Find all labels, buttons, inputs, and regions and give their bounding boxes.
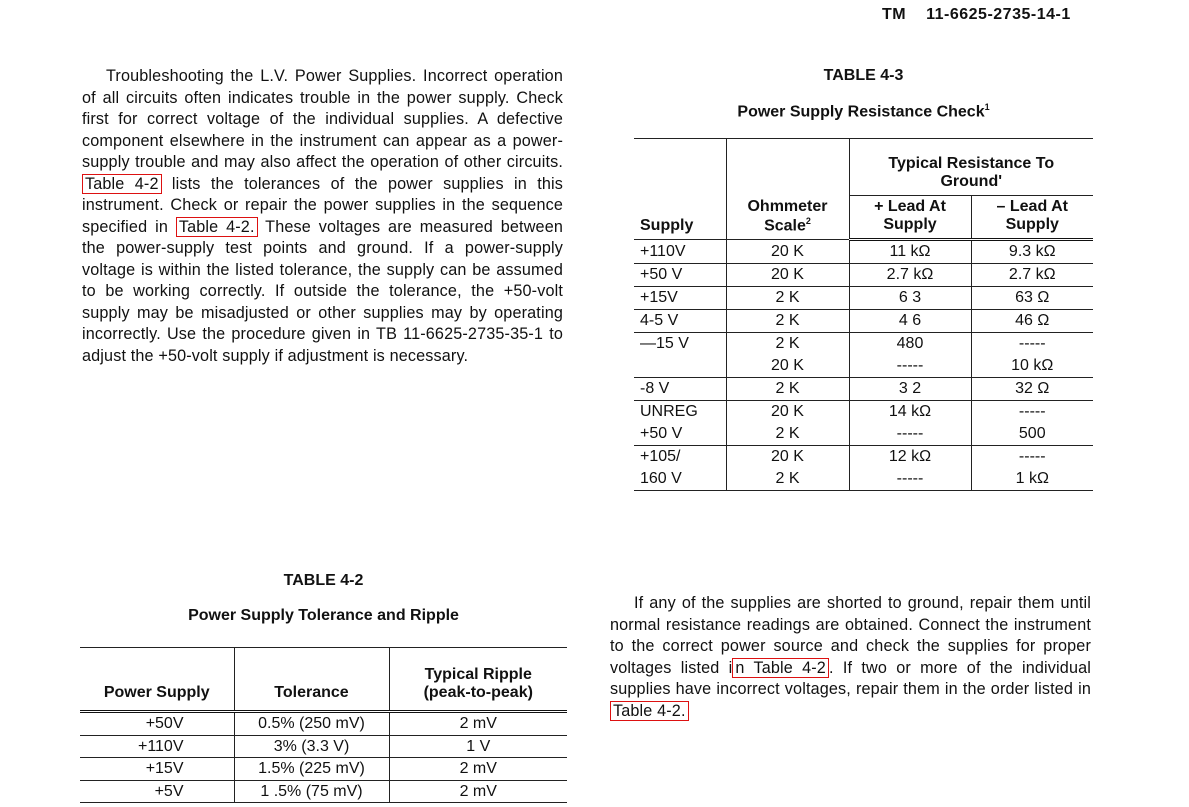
- scale-header-text: Ohmmeter Scale: [747, 197, 828, 234]
- minus-lead-cell: 32 Ω: [971, 378, 1093, 401]
- scale-cell: 2 K: [726, 287, 849, 310]
- supply-cell: UNREG: [634, 401, 726, 424]
- table-4-3-title: [634, 102, 1093, 121]
- table-4-2-link[interactable]: Table 4-2.: [610, 701, 689, 721]
- minus-lead-cell: 10 kΩ: [971, 355, 1093, 378]
- col-header-supply: Supply: [634, 139, 726, 240]
- table-row: [634, 310, 1093, 333]
- minus-lead-cell: 1 kΩ: [971, 468, 1093, 491]
- scale-cell: 2 K: [726, 378, 849, 401]
- table-4-3-footnote: 1: [984, 102, 990, 112]
- supply-cell: [634, 355, 726, 378]
- table-row: [80, 735, 567, 758]
- table-row: [634, 333, 1093, 356]
- plus-lead-cell: 2.7 kΩ: [849, 264, 971, 287]
- ripple-cell: 2 mV: [389, 780, 567, 803]
- col-header-scale: [726, 139, 849, 240]
- scale-cell: 20 K: [726, 240, 849, 264]
- supply-cell: 160 V: [634, 468, 726, 491]
- minus-lead-cell: -----: [971, 446, 1093, 469]
- col-header-power-supply: Power Supply: [80, 648, 234, 712]
- minus-lead-cell: 500: [971, 423, 1093, 446]
- table-4-2-label: TABLE 4-2: [283, 572, 364, 589]
- shorted-supplies-paragraph: [610, 593, 1091, 722]
- para2-intro: If any of the supplies are shorted to ground, repair them until normal resistance readings are obtained. Connect the instrument to the correct power source and check the supplies for proper voltages listed i: [610, 594, 1091, 677]
- supply-cell: +15V: [80, 758, 234, 781]
- table-row: [634, 264, 1093, 287]
- plus-lead-cell: 480: [849, 333, 971, 356]
- supply-cell: 4-5 V: [634, 310, 726, 333]
- table-row: [634, 446, 1093, 469]
- supply-cell: +110V: [80, 735, 234, 758]
- tol-cell: 1 .5% (75 mV): [234, 780, 389, 803]
- troubleshooting-paragraph: [82, 66, 563, 367]
- scale-cell: 2 K: [726, 310, 849, 333]
- table-row: [80, 780, 567, 803]
- doc-number: 11-6625-2735-14-1: [926, 6, 1071, 23]
- minus-lead-cell: 63 Ω: [971, 287, 1093, 310]
- table-row: [634, 378, 1093, 401]
- table-row: [634, 468, 1093, 491]
- supply-cell: -8 V: [634, 378, 726, 401]
- table-4-2: [80, 647, 567, 803]
- table-4-3-label: TABLE 4-3: [823, 67, 904, 84]
- table-row: [80, 758, 567, 781]
- plus-lead-cell: -----: [849, 468, 971, 491]
- table-4-2-link[interactable]: n Table 4-2: [732, 658, 829, 678]
- supply-cell: +50V: [80, 712, 234, 736]
- minus-lead-cell: 9.3 kΩ: [971, 240, 1093, 264]
- plus-lead-cell: 6 3: [849, 287, 971, 310]
- para1-intro: Troubleshooting the L.V. Power Supplies. Incorrect operation of all circuits often indicates trouble in the power supply. Check first for correct voltage of the individual supplies. A defective component elsewhere in the instrument can appear as a power-supply trouble and may also affect the operation of other circuits.: [82, 67, 563, 171]
- supply-cell: +50 V: [634, 264, 726, 287]
- supply-cell: —15 V: [634, 333, 726, 356]
- table-4-2-title: Power Supply Tolerance and Ripple: [188, 607, 459, 624]
- plus-lead-cell: 11 kΩ: [849, 240, 971, 264]
- col-header-plus: + Lead At Supply: [849, 196, 971, 240]
- table-row: [634, 355, 1093, 378]
- supply-cell: +105/: [634, 446, 726, 469]
- plus-lead-cell: 12 kΩ: [849, 446, 971, 469]
- tm-label: TM: [882, 6, 907, 23]
- scale-cell: 2 K: [726, 423, 849, 446]
- col-header-typical: Typical Resistance To Ground': [849, 139, 1093, 196]
- scale-cell: 20 K: [726, 355, 849, 378]
- table-row: [634, 401, 1093, 424]
- minus-lead-cell: 46 Ω: [971, 310, 1093, 333]
- plus-lead-cell: 3 2: [849, 378, 971, 401]
- table-row: [634, 287, 1093, 310]
- scale-cell: 2 K: [726, 333, 849, 356]
- minus-lead-cell: 2.7 kΩ: [971, 264, 1093, 287]
- doc-header: [882, 6, 1071, 24]
- para1-rest: These voltages are measured between the power-supply test points and ground. If a power-supply voltage is within the listed tolerance, the supply can be assumed to be working correctly. If outside the tolerance, the +50-volt supply may be misadjusted or other supplies may by operating incorrectly. Use the procedure given in TB 11-6625-2735-35-1 to adjust the +50-volt supply if adjustment is necessary.: [82, 217, 563, 365]
- scale-footnote: 2: [805, 215, 811, 226]
- table-4-3-title-text: Power Supply Resistance Check: [737, 103, 985, 121]
- para1-mid: lists the tolerances of the power supplies in this instrument. Check or repair the power supplies in the sequence specified in: [82, 174, 563, 236]
- table-4-2-link[interactable]: Table 4-2: [82, 174, 162, 194]
- ripple-cell: 2 mV: [389, 712, 567, 736]
- supply-cell: +110V: [634, 240, 726, 264]
- plus-lead-cell: -----: [849, 423, 971, 446]
- para2-mid: . If two or more of the individual supplies have incorrect voltages, repair them in the order listed in: [610, 658, 1091, 698]
- plus-lead-cell: -----: [849, 355, 971, 378]
- minus-lead-cell: -----: [971, 401, 1093, 424]
- table-4-2-link[interactable]: Table 4-2.: [176, 217, 258, 237]
- scale-cell: 20 K: [726, 446, 849, 469]
- table-row: [80, 712, 567, 736]
- ripple-cell: 1 V: [389, 735, 567, 758]
- col-header-tolerance: Tolerance: [234, 648, 389, 712]
- col-header-ripple: Typical Ripple (peak-to-peak): [389, 648, 567, 712]
- supply-cell: +15V: [634, 287, 726, 310]
- tol-cell: 0.5% (250 mV): [234, 712, 389, 736]
- plus-lead-cell: 14 kΩ: [849, 401, 971, 424]
- table-4-3: [634, 138, 1093, 491]
- supply-cell: +50 V: [640, 425, 683, 442]
- table-row: [634, 423, 1093, 446]
- scale-cell: 20 K: [726, 264, 849, 287]
- scale-cell: 2 K: [726, 468, 849, 491]
- ripple-cell: 2 mV: [389, 758, 567, 781]
- minus-lead-cell: -----: [971, 333, 1093, 356]
- table-row: [634, 240, 1093, 264]
- supply-cell: +5V: [80, 780, 234, 803]
- plus-lead-cell: 4 6: [849, 310, 971, 333]
- tol-cell: 3% (3.3 V): [234, 735, 389, 758]
- col-header-minus: – Lead At Supply: [971, 196, 1093, 240]
- scale-cell: 20 K: [726, 401, 849, 424]
- tol-cell: 1.5% (225 mV): [234, 758, 389, 781]
